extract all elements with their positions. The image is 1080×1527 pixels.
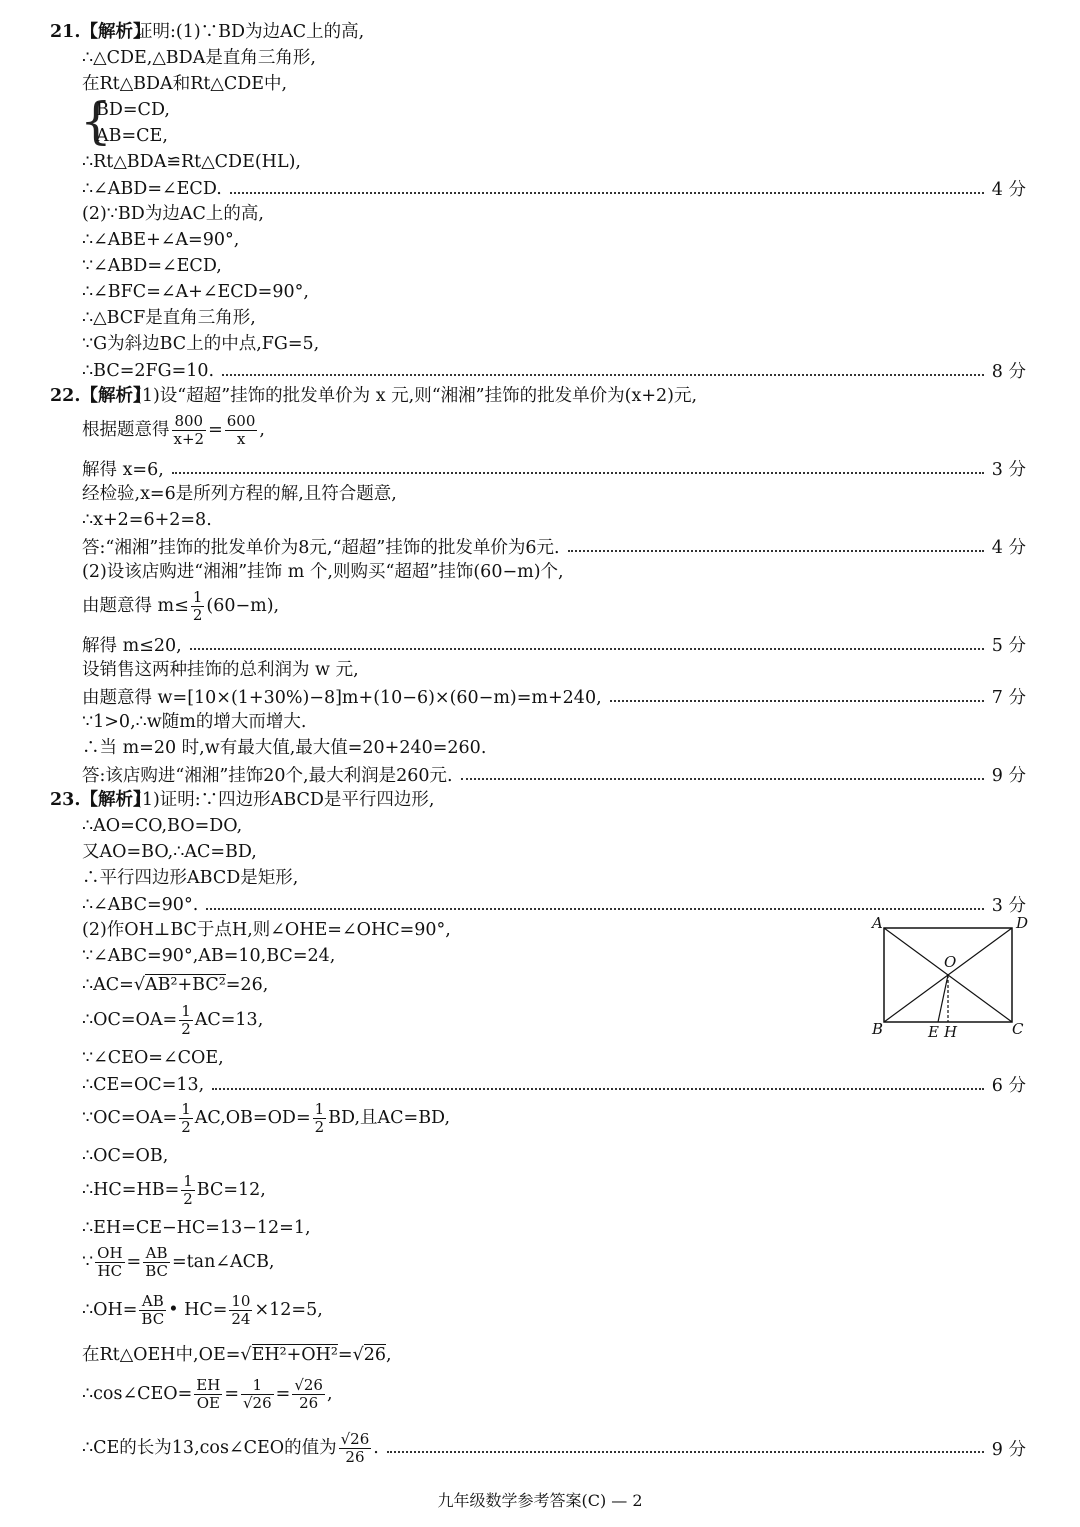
- q21-line-14: ∴BC=2FG=10. 8 分: [82, 358, 1030, 383]
- q21-line-5: AB=CE,: [96, 126, 168, 146]
- q22-number: 22.【解析】: [50, 386, 151, 406]
- score-label: 4 分: [991, 180, 1026, 200]
- fraction: $\frac{1}{√26}$: [243, 1376, 272, 1412]
- fraction: $\frac{1}{2}$: [314, 1100, 325, 1136]
- score-label: 8 分: [991, 362, 1026, 382]
- fraction: $\frac{1}{2}$: [192, 588, 203, 624]
- fraction: $\frac{AB}{BC}$: [141, 1292, 165, 1328]
- q21-line-3: 在Rt△BDA和Rt△CDE中,: [82, 74, 288, 94]
- fraction: $\frac{√26}{26}$: [340, 1430, 370, 1466]
- label-h: H: [944, 1023, 958, 1041]
- q23-line-9: ∴OC=OA= $\frac{1}{2}$ AC=13,: [82, 1002, 264, 1038]
- system-brace: {: [80, 92, 112, 150]
- q22-line-12: ∵1>0,∴w随m的增大而增大.: [82, 712, 307, 732]
- q23-line-8: ∴AC=√AB²+BC²=26,: [82, 975, 269, 995]
- q23-line-17: ∴OH= $\frac{AB}{BC}$ • HC= $\frac{10}{24}$ ×12=5,: [82, 1292, 323, 1328]
- q23-line-2: ∴AO=CO,BO=DO,: [82, 816, 243, 836]
- sqrt-symbol: √: [352, 1345, 364, 1365]
- label-b: B: [872, 1020, 884, 1038]
- q23-line-16: ∵ $\frac{OH}{HC}$ = $\frac{AB}{BC}$ =tan∠ACB,: [82, 1244, 275, 1280]
- q23-line-3: 又AO=BO,∴AC=BD,: [82, 842, 257, 862]
- fraction: $\frac{10}{24}$: [231, 1292, 251, 1328]
- label-e: E: [928, 1023, 939, 1041]
- label-o: O: [944, 953, 957, 971]
- q23-line-7: ∵∠ABC=90°,AB=10,BC=24,: [82, 946, 336, 966]
- q22-line-1: (1)设“超超”挂饰的批发单价为 x 元,则“湘湘”挂饰的批发单价为(x+2)元,: [135, 386, 698, 406]
- fraction: $\frac{AB}{BC}$: [145, 1244, 168, 1280]
- fraction: $\frac{600}{x}$: [226, 412, 256, 448]
- fraction: $\frac{1}{2}$: [183, 1172, 193, 1208]
- q23-line-6: (2)作OH⊥BC于点H,则∠OHE=∠OHC=90°,: [82, 920, 451, 940]
- q23-line-1: (1)证明:∵四边形ABCD是平行四边形,: [135, 790, 435, 810]
- score-label: 9 分: [991, 1439, 1026, 1460]
- q22-line-14: 答:该店购进“湘湘”挂饰20个,最大利润是260元. 9 分: [82, 762, 1030, 787]
- q21-line-8: (2)∵BD为边AC上的高,: [82, 204, 264, 224]
- q22-line-13: ∴当 m=20 时,w有最大值,最大值=20+240=260.: [82, 738, 487, 758]
- score-label: 7 分: [991, 688, 1026, 708]
- q21-line-1: 证明:(1)∵BD为边AC上的高,: [135, 22, 365, 42]
- q21-line-11: ∴∠BFC=∠A+∠ECD=90°,: [82, 282, 309, 302]
- q23-line-10: ∵∠CEO=∠COE,: [82, 1048, 224, 1068]
- q21-line-13: ∵G为斜边BC上的中点,FG=5,: [82, 334, 320, 354]
- q21-line-4: BD=CD,: [96, 100, 170, 120]
- q23-line-4: ∴平行四边形ABCD是矩形,: [82, 868, 299, 888]
- score-label: 6 分: [991, 1076, 1026, 1096]
- q22-line-7: (2)设该店购进“湘湘”挂饰 m 个,则购买“超超”挂饰(60−m)个,: [82, 562, 564, 582]
- score-label: 3 分: [991, 896, 1026, 916]
- q23-line-5: ∴∠ABC=90°. 3 分: [82, 892, 1030, 917]
- q23-line-15: ∴EH=CE−HC=13−12=1,: [82, 1218, 311, 1238]
- fraction: $\frac{1}{2}$: [181, 1002, 191, 1038]
- q22-line-11: 由题意得 w=[10×(1+30%)−8]m+(10−6)×(60−m)=m+240, 7 分: [82, 684, 1030, 709]
- q23-line-18: 在Rt△OEH中,OE=√EH²+OH²=√26,: [82, 1345, 392, 1365]
- q23-line-14: ∴HC=HB= $\frac{1}{2}$ BC=12,: [82, 1172, 266, 1208]
- fraction: $\frac{1}{2}$: [181, 1100, 191, 1136]
- sqrt-symbol: √: [133, 975, 145, 995]
- q21-line-9: ∴∠ABE+∠A=90°,: [82, 230, 240, 250]
- score-label: 5 分: [991, 636, 1026, 656]
- label-c: C: [1012, 1020, 1024, 1038]
- q22-line-4: 经检验,x=6是所列方程的解,且符合题意,: [82, 484, 397, 504]
- q21-line-12: ∴△BCF是直角三角形,: [82, 308, 256, 328]
- q23-number: 23.【解析】: [50, 790, 151, 810]
- q23-line-19: ∴cos∠CEO= $\frac{EH}{OE}$ = $\frac{1}{√26}$ = $\frac{√26}{26}$ ,: [82, 1376, 333, 1412]
- sqrt-symbol: √: [240, 1345, 252, 1365]
- q21-number: 21.【解析】: [50, 22, 151, 42]
- q21-line-7: ∴∠ABD=∠ECD. 4 分: [82, 176, 1030, 201]
- q21-line-2: ∴△CDE,△BDA是直角三角形,: [82, 48, 316, 68]
- q22-line-5: ∴x+2=6+2=8.: [82, 510, 212, 530]
- q23-line-20: ∴CE的长为13,cos∠CEO的值为 $\frac{√26}{26}$ . 9 分: [82, 1430, 1026, 1466]
- label-d: D: [1016, 914, 1029, 932]
- fraction: $\frac{EH}{OE}$: [196, 1376, 221, 1412]
- rectangle-figure: [866, 910, 1036, 1045]
- score-label: 4 分: [991, 538, 1026, 558]
- q21-line-10: ∵∠ABD=∠ECD,: [82, 256, 222, 276]
- q23-line-13: ∴OC=OB,: [82, 1146, 169, 1166]
- label-a: A: [872, 914, 883, 932]
- q21-line-6: ∴Rt△BDA≌Rt△CDE(HL),: [82, 152, 301, 172]
- q22-line-3: 解得 x=6, 3 分: [82, 456, 1030, 481]
- fraction: $\frac{OH}{HC}$: [97, 1244, 123, 1280]
- score-label: 3 分: [991, 460, 1026, 480]
- segment-oe: [938, 975, 948, 1022]
- q22-line-2: 根据题意得 $\frac{800}{x+2}$ = $\frac{600}{x}$ ,: [82, 412, 265, 448]
- q22-line-10: 设销售这两种挂饰的总利润为 w 元,: [82, 660, 359, 680]
- q22-line-8: 由题意得 m≤ $\frac{1}{2}$ (60−m),: [82, 588, 280, 624]
- q22-line-6: 答:“湘湘”挂饰的批发单价为8元,“超超”挂饰的批发单价为6元. 4 分: [82, 534, 1030, 559]
- q23-line-12: ∵OC=OA= $\frac{1}{2}$ AC,OB=OD= $\frac{1}{2}$ BD,且AC=BD,: [82, 1100, 451, 1136]
- fraction: $\frac{800}{x+2}$: [173, 412, 205, 448]
- page-footer: 九年级数学参考答案(C) — 2: [437, 1491, 643, 1510]
- score-label: 9 分: [991, 766, 1026, 786]
- q23-line-11: ∴CE=OC=13, 6 分: [82, 1072, 1030, 1097]
- q22-line-9: 解得 m≤20, 5 分: [82, 632, 1030, 657]
- fraction: $\frac{√26}{26}$: [294, 1376, 323, 1412]
